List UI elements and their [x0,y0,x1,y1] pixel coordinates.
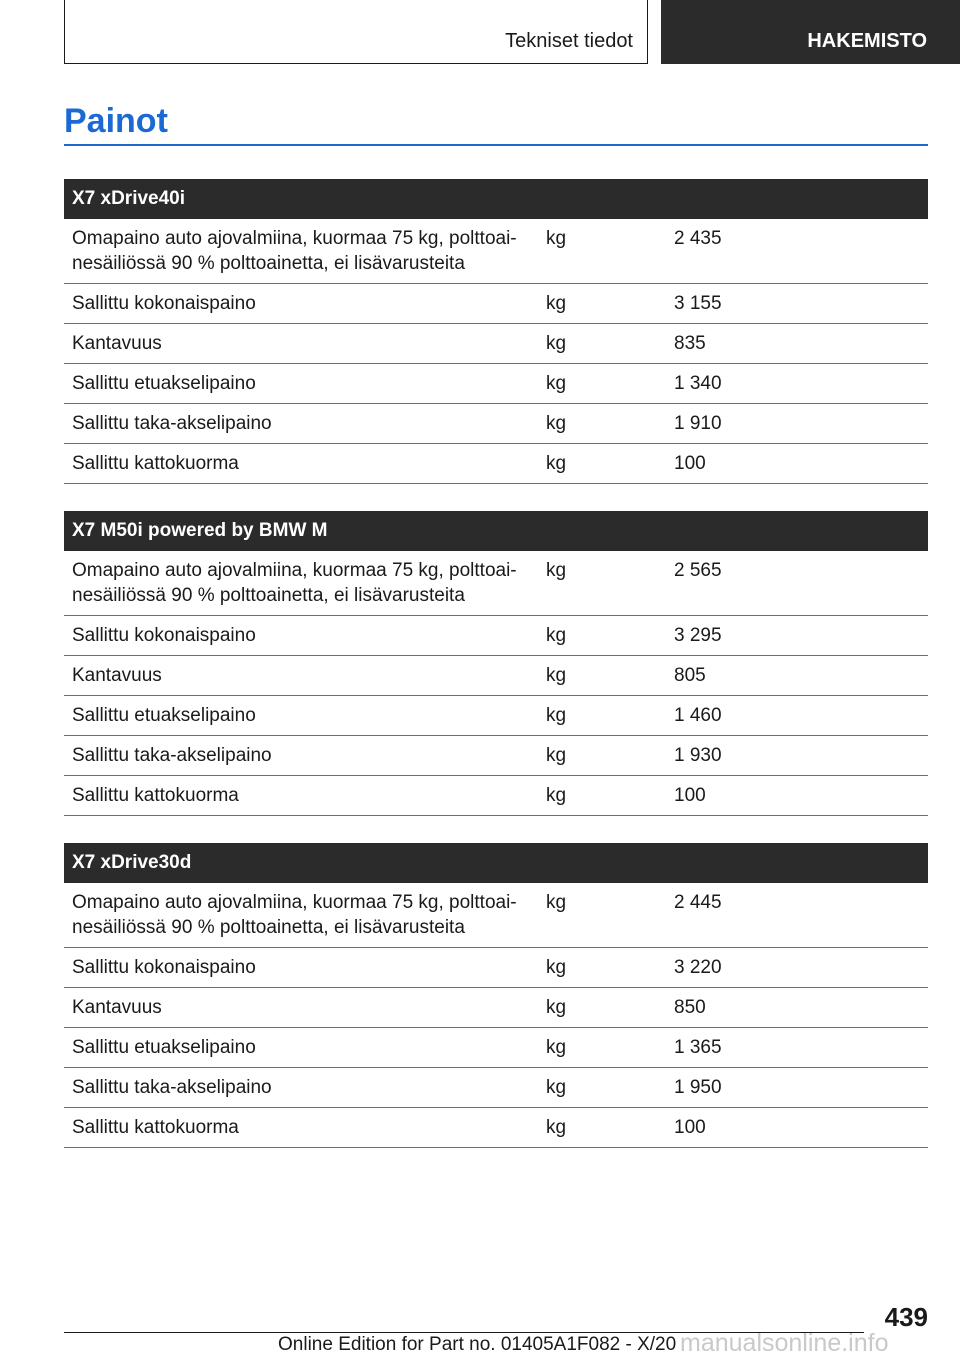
row-label: Sallittu kattokuorma [64,443,538,483]
row-value: 100 [666,1107,928,1147]
row-value: 3 295 [666,615,928,655]
row-unit: kg [538,695,666,735]
row-unit: kg [538,323,666,363]
row-label: Sallittu etuakselipaino [64,363,538,403]
row-label: Sallittu kokonaispaino [64,283,538,323]
row-unit: kg [538,947,666,987]
watermark: manualsonline.info [680,1329,889,1357]
row-label: Sallittu kokonaispaino [64,947,538,987]
row-unit: kg [538,1107,666,1147]
table-row [64,655,928,695]
row-value: 3 220 [666,947,928,987]
row-value: 2 565 [666,551,928,615]
table-row [64,1107,928,1147]
table-row [64,551,928,615]
row-label: Sallittu taka-akselipaino [64,403,538,443]
table-row [64,323,928,363]
weights-table-xdrive40i [64,179,928,484]
table-row [64,987,928,1027]
index-tab[interactable] [661,0,960,64]
row-value: 1 950 [666,1067,928,1107]
row-label: Omapaino auto ajovalmiina, kuormaa 75 kg, polttoai‐ nesäiliössä 90 % polttoainetta, ei lisävarusteita [64,551,538,615]
weights-table-m50i [64,511,928,816]
row-unit: kg [538,219,666,283]
row-value: 2 435 [666,219,928,283]
row-label: Omapaino auto ajovalmiina, kuormaa 75 kg, polttoai‐ nesäiliössä 90 % polttoainetta, ei lisävarusteita [64,219,538,283]
index-tab-label: HAKEMISTO [807,30,927,52]
table-row [64,443,928,483]
page-title: Painot [64,102,168,140]
table-row [64,735,928,775]
row-unit: kg [538,363,666,403]
row-label: Kantavuus [64,987,538,1027]
row-label: Sallittu kattokuorma [64,1107,538,1147]
row-unit: kg [538,735,666,775]
table-row [64,403,928,443]
row-value: 850 [666,987,928,1027]
row-value: 100 [666,443,928,483]
table-row [64,1027,928,1067]
row-value: 1 930 [666,735,928,775]
row-value: 1 340 [666,363,928,403]
section-tab[interactable] [64,0,648,64]
row-unit: kg [538,615,666,655]
weights-table-xdrive30d [64,843,928,1148]
edition-text: Online Edition for Part no. 01405A1F082 - X/20 [278,1334,677,1355]
row-value: 1 910 [666,403,928,443]
table-row [64,363,928,403]
row-label: Omapaino auto ajovalmiina, kuormaa 75 kg, polttoai‐ nesäiliössä 90 % polttoainetta, ei lisävarusteita [64,883,538,947]
row-value: 100 [666,775,928,815]
row-value: 2 445 [666,883,928,947]
row-unit: kg [538,883,666,947]
row-label: Sallittu kattokuorma [64,775,538,815]
row-unit: kg [538,551,666,615]
row-label: Sallittu etuakselipaino [64,695,538,735]
row-unit: kg [538,443,666,483]
row-label: Kantavuus [64,323,538,363]
row-unit: kg [538,1027,666,1067]
row-unit: kg [538,403,666,443]
row-label: Sallittu kokonaispaino [64,615,538,655]
row-label: Sallittu taka-akselipaino [64,1067,538,1107]
table-row [64,883,928,947]
page-number: 439 [884,1302,928,1332]
row-value: 1 460 [666,695,928,735]
table-row [64,1067,928,1107]
model-header: X7 xDrive40i [64,179,928,219]
table-row [64,219,928,283]
row-label: Sallittu taka-akselipaino [64,735,538,775]
row-unit: kg [538,655,666,695]
table-row [64,283,928,323]
table-row [64,615,928,655]
row-label: Sallittu etuakselipaino [64,1027,538,1067]
row-value: 835 [666,323,928,363]
table-row [64,695,928,735]
row-label: Kantavuus [64,655,538,695]
row-unit: kg [538,1067,666,1107]
row-value: 1 365 [666,1027,928,1067]
table-row [64,947,928,987]
row-unit: kg [538,283,666,323]
row-value: 3 155 [666,283,928,323]
row-value: 805 [666,655,928,695]
model-header: X7 xDrive30d [64,843,928,883]
title-divider [64,144,928,146]
section-tab-label: Tekniset tiedot [505,30,633,52]
row-unit: kg [538,987,666,1027]
model-header: X7 M50i powered by BMW M [64,511,928,551]
row-unit: kg [538,775,666,815]
table-row [64,775,928,815]
